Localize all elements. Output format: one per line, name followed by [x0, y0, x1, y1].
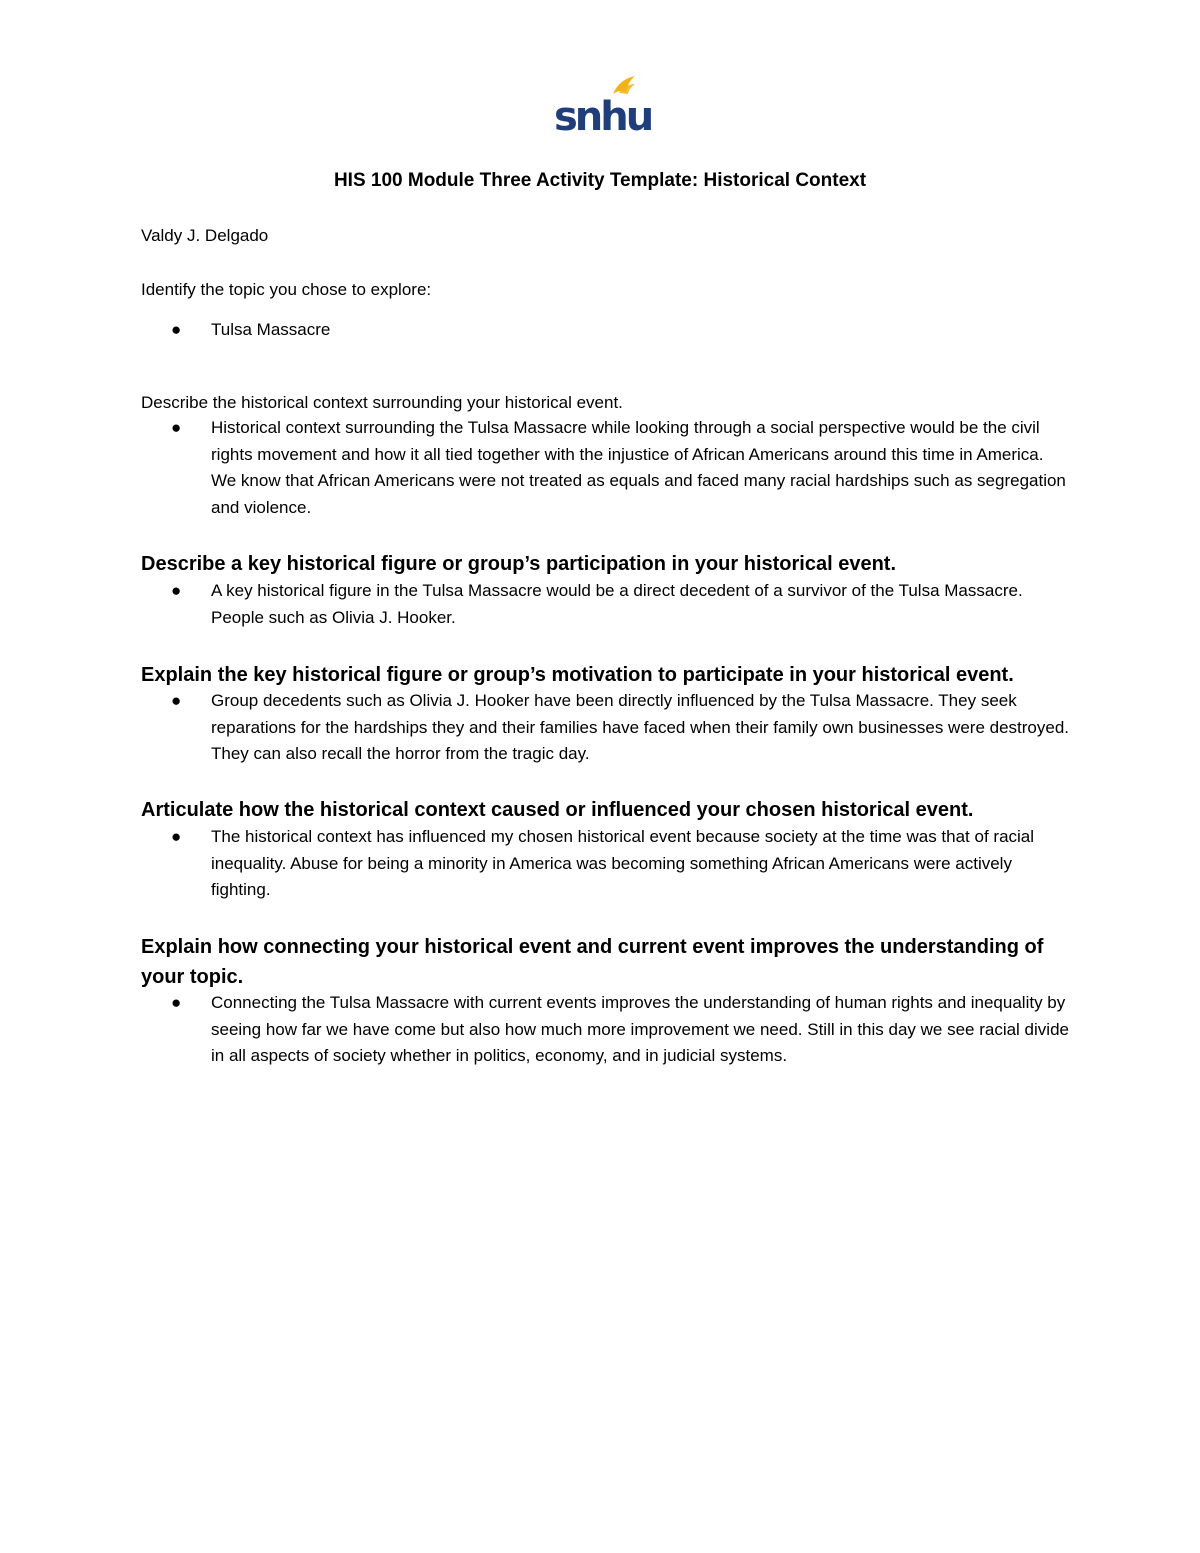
bullet-icon: ●	[171, 691, 182, 710]
answer-topic: Tulsa Massacre	[211, 320, 331, 339]
answer-context-influence: The historical context has influenced my chosen historical event because society at the time was that of racial inequality. Abuse for being a minority in America was becoming something African Americans were actively fighting.	[211, 827, 1035, 899]
bullet-icon: ●	[171, 827, 182, 846]
heading-key-figure-motivation: Explain the key historical figure or group’s motivation to participate in your historical event.	[141, 664, 1014, 686]
document-title: HIS 100 Module Three Activity Template: Historical Context	[333, 170, 867, 191]
answer-connecting-events: Connecting the Tulsa Massacre with current events improves the understanding of human rights and inequality by seeing how far we have come but also how much more improvement we need. Still in this day we see racial divide in all aspects of society whether in politics, economy, and in judicial systems.	[211, 993, 1069, 1065]
svg-text:snhu: snhu	[554, 94, 652, 140]
prompt-historical-context: Describe the historical context surrounding your historical event.	[141, 393, 623, 412]
snhu-logo-graphic	[553, 72, 652, 140]
answer-key-figure-participation: A key historical figure in the Tulsa Massacre would be a direct decedent of a survivor of the Tulsa Massacre. People such as Olivia J. Hooker.	[211, 581, 1023, 627]
bullet-icon: ●	[171, 581, 182, 600]
snhu-logo	[553, 72, 652, 140]
heading-connecting-events: Explain how connecting your historical event and current event improves the understanding of your topic.	[141, 936, 1044, 988]
heading-context-influence: Articulate how the historical context caused or influenced your chosen historical event.	[141, 799, 974, 821]
bullet-icon: ●	[171, 418, 182, 437]
bullet-icon: ●	[171, 320, 182, 339]
author-name: Valdy J. Delgado	[141, 226, 269, 245]
prompt-topic: Identify the topic you chose to explore:	[141, 280, 432, 299]
bullet-icon: ●	[171, 993, 182, 1012]
answer-key-figure-motivation: Group decedents such as Olivia J. Hooker have been directly influenced by the Tulsa Massacre. They seek reparations for the hardships they and their families have faced when their family own businesses were destroyed. They can also recall the horror from the tragic day.	[211, 691, 1070, 763]
answer-historical-context: Historical context surrounding the Tulsa Massacre while looking through a social perspective would be the civil rights movement and how it all tied together with the injustice of African Americans around this time in America. We know that African Americans were not treated as equals and faced many racial hardships such as segregation and violence.	[211, 418, 1066, 517]
heading-key-figure-participation: Describe a key historical figure or group’s participation in your historical event.	[141, 553, 897, 575]
